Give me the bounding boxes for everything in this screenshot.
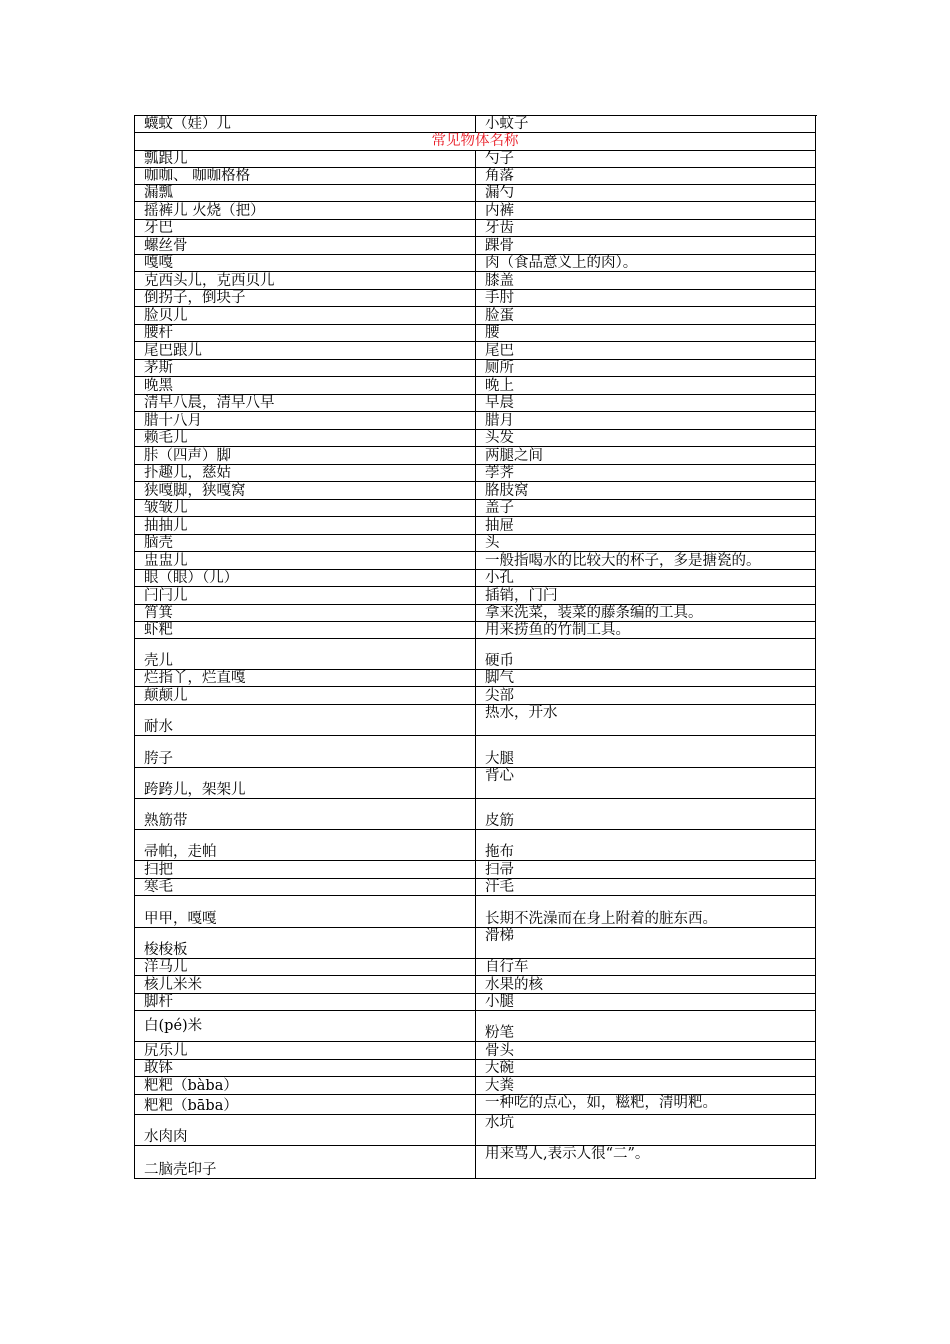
table-row	[135, 237, 816, 255]
dialect-term-text: 胯子	[144, 751, 173, 767]
standard-meaning	[476, 377, 816, 395]
standard-meaning	[476, 768, 816, 799]
standard-meaning	[476, 605, 816, 622]
standard-meaning-text: 小腿	[485, 994, 514, 1010]
standard-meaning	[476, 535, 816, 552]
dialect-term	[135, 290, 476, 307]
dialect-term-text: 蠛蚊（娃）儿	[144, 116, 231, 132]
dialect-term	[135, 768, 476, 799]
standard-meaning-text: 胳肢窝	[485, 483, 529, 499]
table-row	[135, 799, 816, 830]
dialect-term-text: 脚杆	[144, 994, 173, 1010]
dialect-term	[135, 517, 476, 535]
dialect-term-text: 晚黑	[144, 378, 173, 394]
dialect-term-text: 洋马儿	[144, 959, 188, 975]
standard-meaning-text: 尖部	[485, 688, 514, 704]
table-row	[135, 447, 816, 465]
dialect-term	[135, 570, 476, 587]
dialect-term-text: 抽抽儿	[144, 518, 188, 534]
standard-meaning	[476, 272, 816, 290]
standard-meaning-text: 插销，门闩	[485, 588, 558, 604]
dialect-term	[135, 976, 476, 994]
dialect-term	[135, 830, 476, 861]
standard-meaning-text: 粉笔	[485, 1025, 514, 1041]
standard-meaning-text: 大碗	[485, 1060, 514, 1076]
standard-meaning	[476, 1042, 816, 1060]
dialect-term-text: 二脑壳印子	[144, 1162, 217, 1178]
standard-meaning-text: 用来骂人,表示人很“二”。	[485, 1146, 650, 1162]
dialect-term	[135, 307, 476, 325]
dialect-term-text: 熟筋带	[144, 813, 188, 829]
table-row	[135, 705, 816, 736]
table-row	[135, 395, 816, 412]
dialect-term	[135, 705, 476, 736]
standard-meaning	[476, 976, 816, 994]
standard-meaning-text: 一般指喝水的比较大的杯子，多是搪瓷的。	[485, 553, 761, 569]
dialect-term	[135, 430, 476, 447]
standard-meaning	[476, 736, 816, 768]
dialect-term-text: 牙巴	[144, 220, 173, 236]
standard-meaning	[476, 500, 816, 517]
standard-meaning-text: 膝盖	[485, 273, 514, 289]
dialect-term-text: 茅斯	[144, 360, 173, 376]
standard-meaning	[476, 639, 816, 670]
standard-meaning	[476, 1011, 816, 1042]
dialect-term	[135, 994, 476, 1011]
dialect-term-text: 腰杆	[144, 325, 173, 341]
dialect-term	[135, 959, 476, 976]
table-body	[135, 151, 817, 1179]
standard-meaning	[476, 395, 816, 412]
dialect-term-text: 脑壳	[144, 535, 173, 551]
dialect-term-text: 克西头儿，克西贝儿	[144, 273, 275, 289]
standard-meaning-text: 大腿	[485, 751, 514, 767]
dialect-term	[135, 879, 476, 896]
dialect-term-text: 白(pé)米	[144, 1018, 203, 1034]
table-row	[135, 202, 816, 220]
dialect-term	[135, 482, 476, 500]
standard-meaning	[476, 705, 816, 736]
dialect-term-text: 闩闩儿	[144, 588, 188, 604]
table-row	[135, 360, 816, 377]
standard-meaning-text: 骨头	[485, 1043, 514, 1059]
standard-meaning-text: 小蚊子	[485, 116, 529, 132]
standard-meaning-text: 硬币	[485, 653, 514, 669]
vocabulary-table	[134, 115, 817, 1179]
table-row	[135, 687, 816, 705]
standard-meaning-text: 晚上	[485, 378, 514, 394]
table-row	[135, 325, 816, 342]
standard-meaning	[476, 116, 816, 133]
dialect-term	[135, 1146, 476, 1179]
table-row	[135, 307, 816, 325]
dialect-term	[135, 587, 476, 605]
dialect-term-text: 筲箕	[144, 605, 173, 621]
standard-meaning-text: 手肘	[485, 290, 514, 306]
table-row	[135, 255, 816, 272]
standard-meaning	[476, 552, 816, 570]
table-row	[135, 500, 816, 517]
dialect-term	[135, 412, 476, 430]
dialect-term-text: 梭梭板	[144, 942, 188, 958]
standard-meaning-text: 脚气	[485, 670, 514, 686]
dialect-term	[135, 255, 476, 272]
dialect-term-text: 尾巴跟儿	[144, 343, 202, 359]
standard-meaning-text: 头	[485, 535, 500, 551]
standard-meaning	[476, 879, 816, 896]
table-row	[135, 994, 816, 1011]
dialect-term	[135, 272, 476, 290]
standard-meaning	[476, 151, 816, 168]
dialect-term	[135, 1115, 476, 1146]
standard-meaning	[476, 325, 816, 342]
dialect-term	[135, 1042, 476, 1060]
standard-meaning-text: 内裤	[485, 203, 514, 219]
dialect-term	[135, 168, 476, 185]
standard-meaning	[476, 587, 816, 605]
standard-meaning-text: 盖子	[485, 500, 514, 516]
standard-meaning-text: 长期不洗澡而在身上附着的脏东西。	[485, 911, 717, 927]
standard-meaning	[476, 290, 816, 307]
standard-meaning	[476, 799, 816, 830]
table-row	[135, 861, 816, 879]
dialect-term-text: 核儿米米	[144, 977, 202, 993]
standard-meaning-text: 腰	[485, 325, 500, 341]
dialect-term-text: 耐水	[144, 719, 173, 735]
dialect-term-text: 粑粑（bāba）	[144, 1098, 238, 1114]
table-row	[135, 465, 816, 482]
standard-meaning	[476, 168, 816, 185]
standard-meaning	[476, 896, 816, 928]
standard-meaning-text: 勺子	[485, 151, 514, 167]
standard-meaning	[476, 517, 816, 535]
dialect-term	[135, 861, 476, 879]
dialect-term-text: 烂指丫，烂直嘎	[144, 670, 246, 686]
standard-meaning-text: 汗毛	[485, 879, 514, 895]
standard-meaning	[476, 237, 816, 255]
dialect-term-text: 跨跨儿，架架儿	[144, 782, 246, 798]
table-row	[135, 430, 816, 447]
table-row	[135, 959, 816, 976]
standard-meaning-text: 早晨	[485, 395, 514, 411]
standard-meaning-text: 皮筋	[485, 813, 514, 829]
dialect-term-text: 赖毛儿	[144, 430, 188, 446]
table-row	[135, 552, 816, 570]
table-row	[135, 151, 816, 168]
dialect-term	[135, 1011, 476, 1042]
standard-meaning	[476, 412, 816, 430]
table-row	[135, 482, 816, 500]
dialect-term	[135, 116, 476, 133]
dialect-term-text: 倒拐子，倒块子	[144, 290, 246, 306]
standard-meaning-text: 滑梯	[485, 928, 514, 944]
standard-meaning	[476, 307, 816, 325]
dialect-term	[135, 395, 476, 412]
table-row	[135, 290, 816, 307]
dialect-term-text: 皱皱儿	[144, 500, 188, 516]
table-row	[135, 605, 816, 622]
table-row	[135, 1077, 816, 1095]
standard-meaning	[476, 465, 816, 482]
standard-meaning	[476, 1077, 816, 1095]
table-row	[135, 377, 816, 395]
dialect-term-text: 摇裤儿 火烧（把）	[144, 203, 265, 219]
standard-meaning	[476, 185, 816, 202]
dialect-term-text: 胩（四声）脚	[144, 448, 231, 464]
standard-meaning	[476, 447, 816, 465]
standard-meaning-text: 厕所	[485, 360, 514, 376]
dialect-term-text: 水肉肉	[144, 1129, 188, 1145]
table-row	[135, 1146, 816, 1179]
standard-meaning-text: 一种吃的点心，如，糍粑，清明粑。	[485, 1095, 717, 1111]
dialect-term	[135, 500, 476, 517]
standard-meaning	[476, 830, 816, 861]
standard-meaning	[476, 360, 816, 377]
table-row	[135, 535, 816, 552]
standard-meaning-text: 荸荠	[485, 465, 514, 481]
standard-meaning-text: 扫帚	[485, 862, 514, 878]
standard-meaning	[476, 1060, 816, 1077]
standard-meaning	[476, 482, 816, 500]
dialect-term-text: 漏瓢	[144, 185, 173, 201]
standard-meaning	[476, 220, 816, 237]
dialect-term	[135, 220, 476, 237]
dialect-term-text: 清早八晨，清早八早	[144, 395, 275, 411]
table-row	[135, 622, 816, 639]
standard-meaning	[476, 570, 816, 587]
table-row	[135, 928, 816, 959]
standard-meaning-text: 水坑	[485, 1115, 514, 1131]
table-row	[135, 570, 816, 587]
standard-meaning-text: 水果的核	[485, 977, 543, 993]
standard-meaning-text: 尾巴	[485, 343, 514, 359]
dialect-term	[135, 465, 476, 482]
standard-meaning-text: 小孔	[485, 570, 514, 586]
standard-meaning	[476, 959, 816, 976]
table-row	[135, 830, 816, 861]
dialect-term-text: 盅盅儿	[144, 553, 188, 569]
dialect-term-text: 粑粑（bàba）	[144, 1078, 238, 1094]
standard-meaning-text: 热水，开水	[485, 705, 558, 721]
dialect-term	[135, 535, 476, 552]
dialect-term-text: 瓢跟儿	[144, 151, 188, 167]
dialect-term	[135, 447, 476, 465]
standard-meaning-text: 抽屉	[485, 518, 514, 534]
table-row	[135, 1011, 816, 1042]
standard-meaning	[476, 202, 816, 220]
dialect-term-text: 眼（眼）（儿）	[144, 570, 239, 586]
dialect-term-text: 敢钵	[144, 1060, 173, 1076]
table-row	[135, 670, 816, 687]
standard-meaning	[476, 928, 816, 959]
dialect-term	[135, 151, 476, 168]
standard-meaning-text: 角落	[485, 168, 514, 184]
dialect-term-text: 帚帕，走帕	[144, 844, 217, 860]
dialect-term	[135, 342, 476, 360]
standard-meaning	[476, 1115, 816, 1146]
dialect-term-text: 螺丝骨	[144, 238, 188, 254]
standard-meaning-text: 用来捞鱼的竹制工具。	[485, 622, 630, 638]
dialect-term	[135, 928, 476, 959]
dialect-term-text: 寒毛	[144, 879, 173, 895]
table-row	[135, 736, 816, 768]
dialect-term-text: 腊十八月	[144, 413, 202, 429]
dialect-term-text: 壳儿	[144, 653, 173, 669]
standard-meaning	[476, 861, 816, 879]
standard-meaning-text: 自行车	[485, 959, 529, 975]
standard-meaning-text: 腊月	[485, 413, 514, 429]
standard-meaning-text: 两腿之间	[485, 448, 543, 464]
table-row	[135, 116, 816, 133]
table-row	[135, 639, 816, 670]
table-row	[135, 220, 816, 237]
dialect-term-text: 咖咖、 咖咖格格	[144, 168, 251, 184]
dialect-term	[135, 622, 476, 639]
standard-meaning-text: 大粪	[485, 1078, 514, 1094]
dialect-term	[135, 639, 476, 670]
dialect-term	[135, 1077, 476, 1095]
standard-meaning	[476, 342, 816, 360]
standard-meaning-text: 踝骨	[485, 238, 514, 254]
table-row	[135, 342, 816, 360]
dialect-term	[135, 325, 476, 342]
standard-meaning-text: 脸蛋	[485, 308, 514, 324]
dialect-term	[135, 377, 476, 395]
dialect-term	[135, 185, 476, 202]
table-row	[135, 1060, 816, 1077]
standard-meaning-text: 拖布	[485, 844, 514, 860]
dialect-term	[135, 896, 476, 928]
dialect-term	[135, 799, 476, 830]
dialect-term	[135, 237, 476, 255]
standard-meaning	[476, 430, 816, 447]
dialect-term-text: 狭嘎脚，狭嘎窝	[144, 483, 246, 499]
standard-meaning-text: 牙齿	[485, 220, 514, 236]
standard-meaning	[476, 687, 816, 705]
dialect-term-text: 嘎嘎	[144, 255, 173, 271]
standard-meaning	[476, 1095, 816, 1115]
table-row	[135, 185, 816, 202]
table-row	[135, 587, 816, 605]
dialect-term-text: 颠颠儿	[144, 688, 188, 704]
dialect-term-text: 虾粑	[144, 622, 173, 638]
dialect-term	[135, 552, 476, 570]
dialect-term	[135, 687, 476, 705]
dialect-term-text: 尻乐儿	[144, 1043, 188, 1059]
dialect-term-text: 扑趣儿，慈姑	[144, 465, 231, 481]
dialect-term	[135, 1095, 476, 1115]
standard-meaning-text: 漏勺	[485, 185, 514, 201]
dialect-term	[135, 605, 476, 622]
table-row	[135, 272, 816, 290]
standard-meaning-text: 头发	[485, 430, 514, 446]
section-title: 常见物体名称	[135, 133, 816, 151]
standard-meaning	[476, 670, 816, 687]
dialect-term	[135, 670, 476, 687]
dialect-term	[135, 360, 476, 377]
standard-meaning-text: 背心	[485, 768, 514, 784]
table-row	[135, 1115, 816, 1146]
dialect-term-text: 甲甲，嘎嘎	[144, 911, 217, 927]
standard-meaning-text: 拿来洗菜，装菜的藤条编的工具。	[485, 605, 703, 621]
table-row	[135, 517, 816, 535]
table-row	[135, 1095, 816, 1115]
standard-meaning	[476, 622, 816, 639]
dialect-term	[135, 1060, 476, 1077]
standard-meaning	[476, 994, 816, 1011]
dialect-term	[135, 202, 476, 220]
table-row	[135, 1042, 816, 1060]
table-row	[135, 976, 816, 994]
standard-meaning	[476, 1146, 816, 1179]
dialect-term-text: 脸贝儿	[144, 308, 188, 324]
standard-meaning-text: 肉（食品意义上的肉）。	[485, 255, 638, 271]
table-row	[135, 768, 816, 799]
standard-meaning	[476, 255, 816, 272]
table-row	[135, 168, 816, 185]
table-row	[135, 879, 816, 896]
dialect-term-text: 扫把	[144, 862, 173, 878]
table-row	[135, 412, 816, 430]
dialect-term	[135, 736, 476, 768]
table-row	[135, 896, 816, 928]
